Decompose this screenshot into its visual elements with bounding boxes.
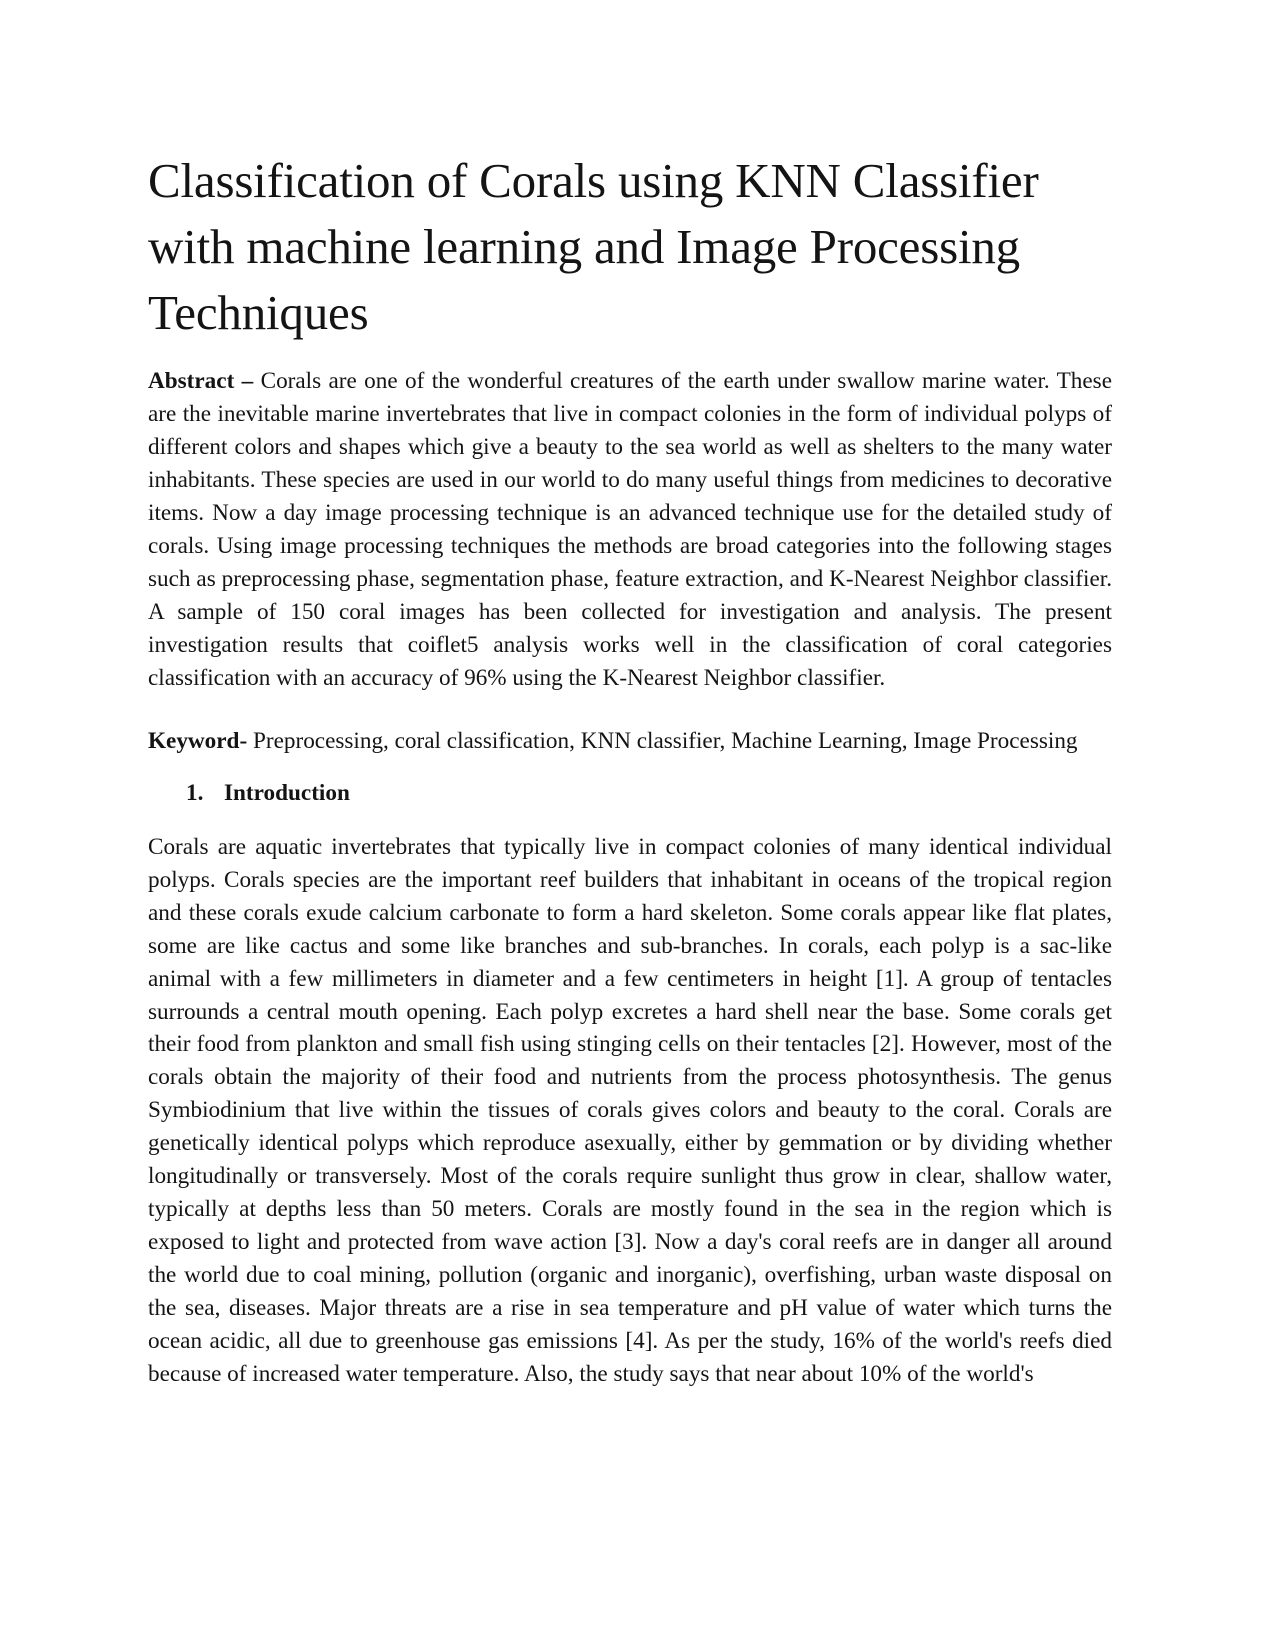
introduction-paragraph: Corals are aquatic invertebrates that typically live in compact colonies of many identical individual polyps. Corals species are the important reef builders that inhabitant in oceans of the tropical region and these corals exude calcium carbonate to form a hard skeleton. Some corals appear like flat plates, some are like cactus and some like branches and sub-branches. In corals, each polyp is a sac-like animal with a few millimeters in diameter and a few centimeters in height [1]. A group of tentacles surrounds a central mouth opening. Each polyp excretes a hard shell near the base. Some corals get their food from plankton and small fish using stinging cells on their tentacles [2]. However, most of the corals obtain the majority of their food and nutrients from the process photosynthesis. The genus Symbiodinium that live within the tissues of corals gives colors and beauty to the coral. Corals are genetically identical polyps which reproduce asexually, either by gemmation or by dividing whether longitudinally or transversely. Most of the corals require sunlight thus grow in clear, shallow water, typically at depths less than 50 meters. Corals are mostly found in the sea in the region which is exposed to light and protected from wave action [3]. Now a day's coral reefs are in danger all around the world due to coal mining, pollution (organic and inorganic), overfishing, urban waste disposal on the sea, diseases. Major threats are a rise in sea temperature and pH value of water which turns the ocean acidic, all due to greenhouse gas emissions [4]. As per the study, 16% of the world's reefs died because of increased water temperature. Also, the study says that near about 10% of the world's [148,834,1112,1387]
abstract-label: Abstract – [148,368,254,394]
keywords-text: Preprocessing, coral classification, KNN classifier, Machine Learning, Image Processing [247,728,1078,754]
paper-title: Classification of Corals using KNN Classifier with machine learning and Image Processing Techniques [148,153,1039,340]
section-title: Introduction [224,780,350,806]
keywords-paragraph [148,725,1112,757]
keywords-label: Keyword- [148,728,248,754]
abstract-paragraph [148,365,1112,695]
section-number: 1. [186,780,204,806]
paper-page [148,148,1112,1390]
abstract-text: Corals are one of the wonderful creatures of the earth under swallow marine water. These are the inevitable marine invertebrates that live in compact colonies in the form of individual polyps of different colors and shapes which give a beauty to the sea world as well as shelters to the many water inhabitants. These species are used in our world to do many useful things from medicines to decorative items. Now a day image processing technique is an advanced technique use for the detailed study of corals. Using image processing techniques the methods are broad categories into the following stages such as preprocessing phase, segmentation phase, feature extraction, and K-Nearest Neighbor classifier. A sample of 150 coral images has been collected for investigation and analysis. The present investigation results that coiflet5 analysis works well in the classification of coral categories classification with an accuracy of 96% using the K-Nearest Neighbor classifier. [148,368,1112,691]
section-heading-introduction [148,777,1112,809]
